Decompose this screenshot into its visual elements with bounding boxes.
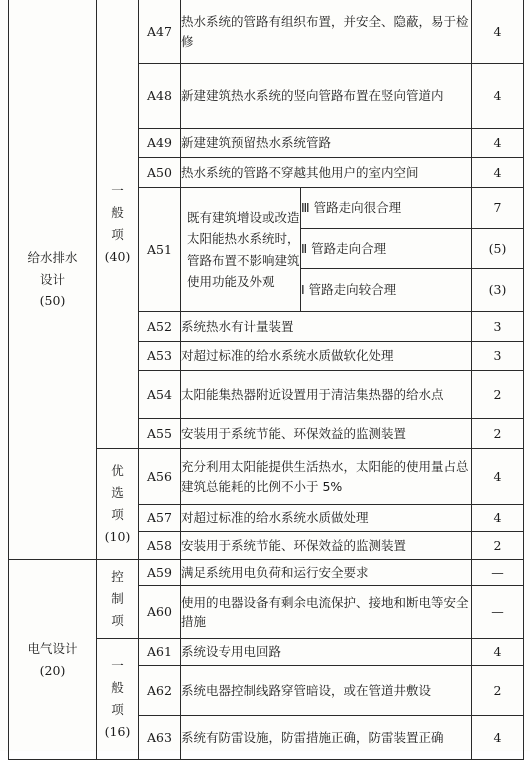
item-score: 2 — [472, 666, 524, 716]
item-score: 3 — [472, 312, 524, 342]
label-line: 电气设计 — [27, 640, 78, 656]
label-line: 选 — [111, 485, 124, 501]
points-label: (40) — [104, 248, 131, 264]
label-line: 项 — [111, 507, 124, 522]
item-description: 系统设专用电回路 — [181, 639, 472, 666]
item-score: 4 — [472, 64, 524, 129]
group-name-cell — [97, 639, 139, 760]
label-line: 一 — [111, 183, 124, 199]
item-code: A54 — [139, 371, 181, 419]
item-description: 满足系统用电负荷和运行安全要求 — [181, 560, 472, 586]
item-score: 4 — [472, 505, 524, 532]
item-description: 新建建筑预留热水系统管路 — [181, 129, 472, 158]
item-score: 4 — [472, 449, 524, 505]
group-name-cell — [97, 449, 139, 560]
points-label: (50) — [39, 293, 66, 309]
item-description: 既有建筑增设或改造太阳能热水系统时，管路布置不影响建筑使用功能及外观 — [181, 188, 301, 312]
table-row — [9, 560, 524, 586]
label-line: 项 — [111, 227, 124, 242]
item-code: A51 — [139, 188, 181, 312]
item-description: 新建建筑热水系统的竖向管路布置在竖向管道内 — [181, 64, 472, 129]
points-label: (20) — [39, 662, 66, 678]
item-code: A58 — [139, 532, 181, 560]
item-code: A49 — [139, 129, 181, 158]
item-description: 充分利用太阳能提供生活热水，太阳能的使用量占总建筑总能耗的比例不小于 5% — [181, 449, 472, 505]
label-line: 般 — [111, 205, 124, 221]
item-score: 3 — [472, 342, 524, 371]
group-name-cell — [97, 560, 139, 639]
item-description: 系统电器控制线路穿管暗设，或在管道井敷设 — [181, 666, 472, 716]
item-code: A56 — [139, 449, 181, 505]
item-description: 使用的电器设备有剩余电流保护、接地和断电等安全措施 — [181, 586, 472, 639]
group-name-cell — [97, 0, 139, 449]
item-score: 4 — [472, 716, 524, 760]
item-code: A48 — [139, 64, 181, 129]
item-score: — — [472, 586, 524, 639]
points-label: (16) — [104, 723, 131, 739]
item-description: 安装用于系统节能、环保效益的监测装置 — [181, 532, 472, 560]
option-description: Ⅰ 管路走向较合理 — [301, 269, 472, 312]
label-line: 般 — [111, 680, 124, 696]
evaluation-table-body — [9, 0, 524, 760]
item-score: 2 — [472, 419, 524, 449]
item-code: A55 — [139, 419, 181, 449]
option-score: (3) — [472, 269, 524, 312]
item-description: 对超过标准的给水系统水质做处理 — [181, 505, 472, 532]
label-line: 优 — [111, 463, 124, 479]
item-score: 4 — [472, 0, 524, 64]
item-description: 对超过标准的给水系统水质做软化处理 — [181, 342, 472, 371]
item-description: 热水系统的管路不穿越其他用户的室内空间 — [181, 158, 472, 188]
item-code: A57 — [139, 505, 181, 532]
item-description: 系统热水有计量装置 — [181, 312, 472, 342]
item-score: 2 — [472, 371, 524, 419]
item-code: A61 — [139, 639, 181, 666]
item-score: 2 — [472, 532, 524, 560]
item-code: A50 — [139, 158, 181, 188]
item-score: 4 — [472, 639, 524, 666]
section-name-cell — [9, 0, 97, 560]
label-line: 设计 — [39, 271, 65, 287]
item-code: A63 — [139, 716, 181, 760]
label-line: 控 — [111, 569, 124, 585]
option-score: 7 — [472, 188, 524, 229]
section-name-cell — [9, 560, 97, 760]
item-description: 安装用于系统节能、环保效益的监测装置 — [181, 419, 472, 449]
item-code: A59 — [139, 560, 181, 586]
item-score: — — [472, 560, 524, 586]
item-description: 系统有防雷设施，防雷措施正确，防雷装置正确 — [181, 716, 472, 760]
item-code: A53 — [139, 342, 181, 371]
item-code: A60 — [139, 586, 181, 639]
label-line: 项 — [111, 702, 124, 717]
label-line: 一 — [111, 658, 124, 674]
item-code: A47 — [139, 0, 181, 64]
option-score: (5) — [472, 229, 524, 269]
evaluation-table — [8, 0, 524, 760]
points-label: (10) — [104, 528, 131, 544]
item-score: 4 — [472, 129, 524, 158]
item-code: A52 — [139, 312, 181, 342]
item-description: 热水系统的管路有组织布置，并安全、隐蔽，易于检修 — [181, 0, 472, 64]
item-description: 太阳能集热器附近设置用于清洁集热器的给水点 — [181, 371, 472, 419]
label-line: 项 — [111, 612, 124, 628]
label-line: 制 — [111, 591, 124, 607]
option-description: Ⅱ 管路走向合理 — [301, 229, 472, 269]
item-code: A62 — [139, 666, 181, 716]
option-description: Ⅲ 管路走向很合理 — [301, 188, 472, 229]
label-line: 给水排水 — [27, 249, 78, 265]
table-row — [9, 0, 524, 64]
item-score: 4 — [472, 158, 524, 188]
